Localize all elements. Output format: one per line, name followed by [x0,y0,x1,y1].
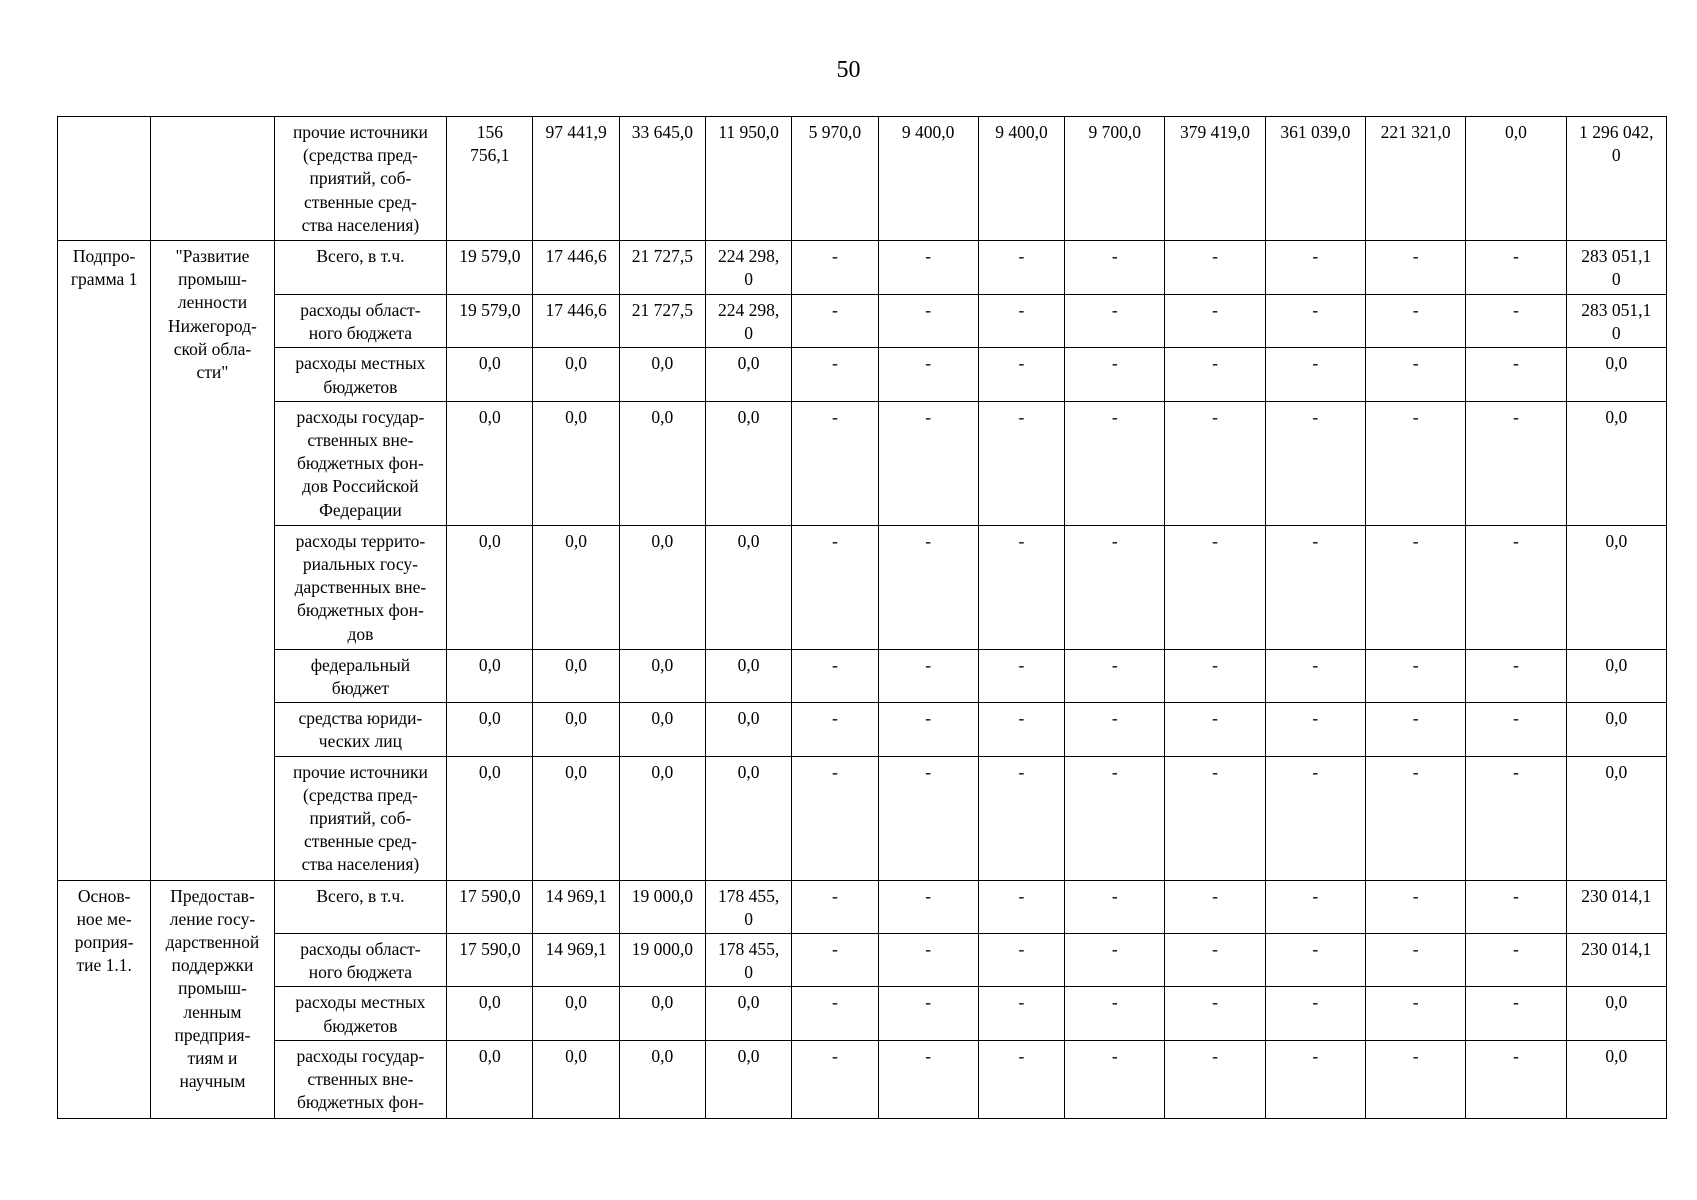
value-cell: 0,0 [533,987,619,1040]
table-row [58,934,1667,987]
value-cell: - [1165,756,1265,880]
value-cell: 19 000,0 [619,880,705,933]
value-cell: - [1466,348,1566,401]
funding-source-cell: расходы местных бюджетов [274,348,447,401]
value-cell: 230 014,1 [1566,880,1666,933]
value-cell: - [878,934,978,987]
value-cell: 0,0 [1566,348,1666,401]
value-cell: - [1265,348,1365,401]
value-cell: - [1365,525,1465,649]
value-cell: 19 579,0 [447,241,533,295]
value-cell: - [1365,295,1465,348]
value-cell: 0,0 [1566,703,1666,756]
value-cell: 0,0 [533,401,619,525]
value-cell: - [1466,1040,1566,1118]
funding-source-cell: расходы террито- риальных госу- дарственных вне- бюджетных фон- дов [274,525,447,649]
table-row [58,703,1667,756]
value-cell: - [792,295,878,348]
value-cell: 0,0 [533,348,619,401]
funding-source-cell: расходы государ- ственных вне- бюджетных фон- [274,1040,447,1118]
value-cell: 11 950,0 [705,117,791,241]
value-cell: 0,0 [705,401,791,525]
value-cell: - [878,525,978,649]
value-cell: - [1466,934,1566,987]
value-cell: 178 455, 0 [705,880,791,933]
value-cell: 9 700,0 [1065,117,1165,241]
program-name-cell [151,117,274,241]
value-cell: - [1265,649,1365,702]
value-cell: 0,0 [1566,525,1666,649]
value-cell: - [1265,934,1365,987]
value-cell: - [1065,241,1165,295]
value-cell: 19 000,0 [619,934,705,987]
value-cell: - [1265,401,1365,525]
value-cell: 97 441,9 [533,117,619,241]
value-cell: 5 970,0 [792,117,878,241]
value-cell: - [1165,703,1265,756]
value-cell: - [1466,525,1566,649]
value-cell: - [792,348,878,401]
table-row [58,756,1667,880]
value-cell: 0,0 [705,1040,791,1118]
page-number: 50 [836,57,861,83]
value-cell: - [1065,934,1165,987]
value-cell: - [1065,348,1165,401]
funding-source-cell: Всего, в т.ч. [274,241,447,295]
value-cell: 0,0 [533,525,619,649]
value-cell: - [1365,703,1465,756]
value-cell: - [1165,880,1265,933]
value-cell: - [978,880,1064,933]
value-cell: 0,0 [619,348,705,401]
value-cell: - [1365,987,1465,1040]
value-cell: - [1265,756,1365,880]
value-cell: 0,0 [705,649,791,702]
funding-source-cell: средства юриди- ческих лиц [274,703,447,756]
value-cell: 14 969,1 [533,880,619,933]
value-cell: - [1065,1040,1165,1118]
value-cell: - [878,348,978,401]
value-cell: - [978,1040,1064,1118]
value-cell: - [1165,649,1265,702]
value-cell: 0,0 [447,649,533,702]
table-row [58,880,1667,933]
value-cell: 9 400,0 [878,117,978,241]
value-cell: 17 446,6 [533,241,619,295]
value-cell: 0,0 [447,1040,533,1118]
budget-table [57,116,1667,1119]
value-cell: 1 296 042, 0 [1566,117,1666,241]
value-cell: 0,0 [1566,401,1666,525]
value-cell: - [1466,649,1566,702]
funding-source-cell: федеральный бюджет [274,649,447,702]
value-cell: 0,0 [1566,1040,1666,1118]
value-cell: - [792,525,878,649]
value-cell: - [1265,880,1365,933]
value-cell: - [1265,1040,1365,1118]
value-cell: - [878,703,978,756]
value-cell: - [1466,241,1566,295]
value-cell: 0,0 [619,987,705,1040]
value-cell: 0,0 [1566,987,1666,1040]
table-row [58,241,1667,295]
value-cell: - [1165,1040,1265,1118]
table-row [58,348,1667,401]
value-cell: - [1365,649,1465,702]
value-cell: 0,0 [705,756,791,880]
value-cell: 0,0 [533,649,619,702]
value-cell: - [878,987,978,1040]
value-cell: - [1065,649,1165,702]
value-cell: - [1365,348,1465,401]
value-cell: - [1466,880,1566,933]
value-cell: 0,0 [705,987,791,1040]
table-row [58,401,1667,525]
value-cell: 224 298, 0 [705,241,791,295]
value-cell: 17 446,6 [533,295,619,348]
value-cell: - [792,934,878,987]
value-cell: 17 590,0 [447,934,533,987]
value-cell: - [1466,756,1566,880]
value-cell: 0,0 [533,756,619,880]
value-cell: - [792,1040,878,1118]
value-cell: - [1065,756,1165,880]
value-cell: 0,0 [447,987,533,1040]
value-cell: 379 419,0 [1165,117,1265,241]
value-cell: - [1365,1040,1465,1118]
value-cell: 230 014,1 [1566,934,1666,987]
value-cell: - [978,649,1064,702]
value-cell: 9 400,0 [978,117,1064,241]
value-cell: - [978,348,1064,401]
value-cell: - [1466,987,1566,1040]
value-cell: 0,0 [447,525,533,649]
value-cell: 0,0 [619,649,705,702]
value-cell: - [1365,756,1465,880]
table-row [58,295,1667,348]
value-cell: - [1165,241,1265,295]
program-name-cell: "Развитие промыш- ленности Нижегород- ской обла- сти" [151,241,274,881]
value-cell: - [1165,348,1265,401]
value-cell: - [1365,880,1465,933]
value-cell: 0,0 [1566,649,1666,702]
value-cell: 0,0 [447,401,533,525]
funding-source-cell: расходы местных бюджетов [274,987,447,1040]
value-cell: 224 298, 0 [705,295,791,348]
value-cell: 0,0 [619,756,705,880]
value-cell: 0,0 [1466,117,1566,241]
value-cell: 21 727,5 [619,241,705,295]
value-cell: 17 590,0 [447,880,533,933]
program-name-cell: Предостав- ление госу- дарственной поддержки промыш- ленным предприя- тиям и научным [151,880,274,1118]
value-cell: - [792,401,878,525]
value-cell: - [792,241,878,295]
program-code-cell: Подпро- грамма 1 [58,241,151,881]
value-cell: - [1165,987,1265,1040]
value-cell: - [878,1040,978,1118]
value-cell: 0,0 [705,525,791,649]
value-cell: - [1165,525,1265,649]
value-cell: - [1065,880,1165,933]
value-cell: - [1065,525,1165,649]
funding-source-cell: расходы государ- ственных вне- бюджетных фон- дов Российской Федерации [274,401,447,525]
value-cell: - [792,880,878,933]
value-cell: 0,0 [705,703,791,756]
value-cell: 0,0 [705,348,791,401]
value-cell: - [1065,703,1165,756]
value-cell: - [1466,401,1566,525]
value-cell: - [1365,401,1465,525]
funding-source-cell: прочие источники (средства пред- приятий, соб- ственные сред- ства населения) [274,756,447,880]
value-cell: - [1365,934,1465,987]
table-row [58,649,1667,702]
value-cell: - [978,756,1064,880]
value-cell: - [878,295,978,348]
value-cell: 0,0 [619,703,705,756]
value-cell: - [1365,241,1465,295]
value-cell: 0,0 [619,401,705,525]
value-cell: 283 051,1 0 [1566,295,1666,348]
value-cell: - [978,987,1064,1040]
value-cell: 0,0 [533,1040,619,1118]
table-row [58,1040,1667,1118]
value-cell: 0,0 [447,703,533,756]
value-cell: 221 321,0 [1365,117,1465,241]
value-cell: - [1265,241,1365,295]
value-cell: - [1065,987,1165,1040]
value-cell: 361 039,0 [1265,117,1365,241]
value-cell: - [792,649,878,702]
value-cell: 0,0 [533,703,619,756]
value-cell: 0,0 [619,1040,705,1118]
value-cell: - [1065,401,1165,525]
funding-source-cell: Всего, в т.ч. [274,880,447,933]
value-cell: 0,0 [619,525,705,649]
value-cell: - [1065,295,1165,348]
value-cell: - [792,756,878,880]
value-cell: 19 579,0 [447,295,533,348]
table-row [58,525,1667,649]
value-cell: - [978,295,1064,348]
value-cell: - [1165,934,1265,987]
value-cell: - [1466,295,1566,348]
value-cell: 283 051,1 0 [1566,241,1666,295]
value-cell: - [978,934,1064,987]
value-cell: 0,0 [447,348,533,401]
program-code-cell [58,117,151,241]
table-row [58,117,1667,241]
value-cell: - [792,703,878,756]
value-cell: 0,0 [447,756,533,880]
funding-source-cell: расходы област- ного бюджета [274,934,447,987]
table-row [58,987,1667,1040]
value-cell: 14 969,1 [533,934,619,987]
budget-table-body [58,117,1667,1119]
value-cell: 178 455, 0 [705,934,791,987]
value-cell: 0,0 [1566,756,1666,880]
value-cell: 156 756,1 [447,117,533,241]
value-cell: - [1466,703,1566,756]
value-cell: - [978,703,1064,756]
value-cell: - [1265,525,1365,649]
value-cell: - [1165,295,1265,348]
program-code-cell: Основ- ное ме- роприя- тие 1.1. [58,880,151,1118]
funding-source-cell: прочие источники (средства пред- приятий, соб- ственные сред- ства населения) [274,117,447,241]
value-cell: - [878,241,978,295]
value-cell: - [978,241,1064,295]
value-cell: - [878,401,978,525]
value-cell: - [878,756,978,880]
value-cell: - [878,880,978,933]
value-cell: - [978,525,1064,649]
value-cell: - [1265,295,1365,348]
value-cell: - [1165,401,1265,525]
value-cell: - [792,987,878,1040]
value-cell: - [978,401,1064,525]
value-cell: - [878,649,978,702]
value-cell: 21 727,5 [619,295,705,348]
value-cell: - [1265,703,1365,756]
funding-source-cell: расходы област- ного бюджета [274,295,447,348]
value-cell: - [1265,987,1365,1040]
value-cell: 33 645,0 [619,117,705,241]
